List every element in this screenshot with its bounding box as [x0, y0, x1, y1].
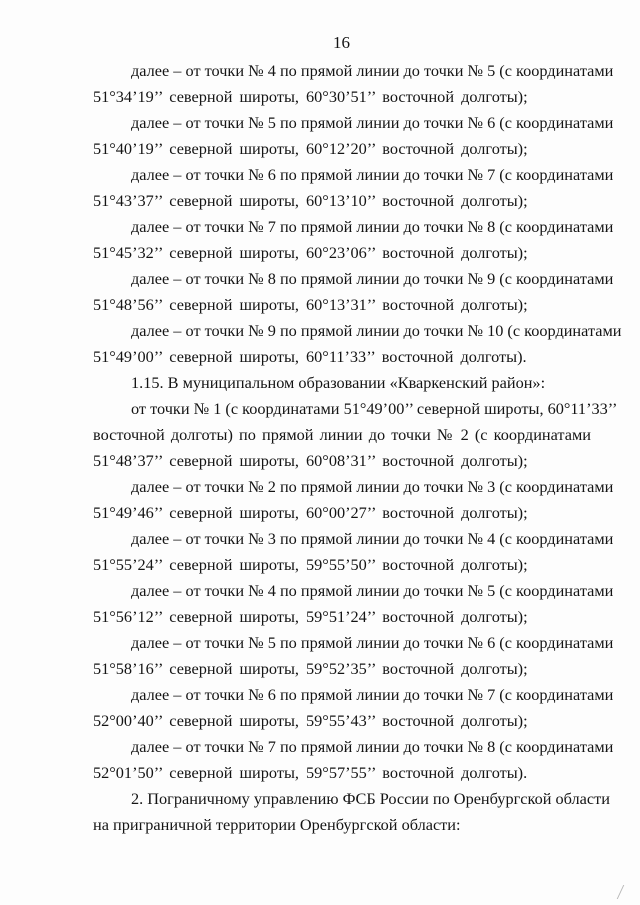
text-line: 51°55’24’’ северной широты, 59°55’50’’ восточной долготы); [93, 555, 528, 574]
text-line: далее – от точки № 6 по прямой линии до точки № 7 (с координатами [131, 165, 614, 184]
page-number: 16 [333, 33, 350, 52]
section-heading: 1.15. В муниципальном образовании «Кваркенский район»: [131, 373, 546, 392]
text-line: далее – от точки № 6 по прямой линии до точки № 7 (с координатами [131, 685, 614, 704]
text-line: далее – от точки № 3 по прямой линии до точки № 4 (с координатами [131, 529, 614, 548]
text-line: 51°40’19’’ северной широты, 60°12’20’’ восточной долготы); [93, 139, 528, 158]
text-line: 51°48’37’’ северной широты, 60°08’31’’ восточной долготы); [93, 451, 528, 470]
text-line: далее – от точки № 4 по прямой линии до точки № 5 (с координатами [131, 581, 614, 600]
text-line: 51°49’46’’ северной широты, 60°00’27’’ восточной долготы); [93, 503, 528, 522]
text-line: 2. Пограничному управлению ФСБ России по Оренбургской области [131, 789, 610, 808]
text-line: 52°01’50’’ северной широты, 59°57’55’’ восточной долготы). [93, 763, 528, 782]
text-line: от точки № 1 (с координатами 51°49’00’’ северной широты, 60°11’33’’ [131, 399, 618, 418]
text-line: на приграничной территории Оренбургской области: [93, 815, 461, 834]
scan-artifact-mark [617, 885, 637, 899]
text-line: 51°49’00’’ северной широты, 60°11’33’’ восточной долготы). [93, 347, 527, 366]
text-line: далее – от точки № 9 по прямой линии до точки № 10 (с координатами [131, 321, 622, 340]
text-line: далее – от точки № 4 по прямой линии до точки № 5 (с координатами [131, 61, 614, 80]
text-line: 51°56’12’’ северной широты, 59°51’24’’ восточной долготы); [93, 607, 528, 626]
text-line: 51°58’16’’ северной широты, 59°52’35’’ восточной долготы); [93, 659, 528, 678]
text-line: восточной долготы) по прямой линии до точки № 2 (с координатами [93, 425, 591, 444]
text-line: далее – от точки № 5 по прямой линии до точки № 6 (с координатами [131, 113, 614, 132]
text-line: далее – от точки № 7 по прямой линии до точки № 8 (с координатами [131, 737, 614, 756]
text-line: далее – от точки № 2 по прямой линии до точки № 3 (с координатами [131, 477, 614, 496]
text-line: 51°43’37’’ северной широты, 60°13’10’’ восточной долготы); [93, 191, 528, 210]
text-line: далее – от точки № 5 по прямой линии до точки № 6 (с координатами [131, 633, 614, 652]
text-line: далее – от точки № 7 по прямой линии до точки № 8 (с координатами [131, 217, 614, 236]
text-line: 51°48’56’’ северной широты, 60°13’31’’ восточной долготы); [93, 295, 528, 314]
document-body [93, 58, 622, 838]
text-line: далее – от точки № 8 по прямой линии до точки № 9 (с координатами [131, 269, 614, 288]
text-line: 52°00’40’’ северной широты, 59°55’43’’ восточной долготы); [93, 711, 528, 730]
text-line: 51°45’32’’ северной широты, 60°23’06’’ восточной долготы); [93, 243, 528, 262]
text-line: 51°34’19’’ северной широты, 60°30’51’’ восточной долготы); [93, 87, 528, 106]
